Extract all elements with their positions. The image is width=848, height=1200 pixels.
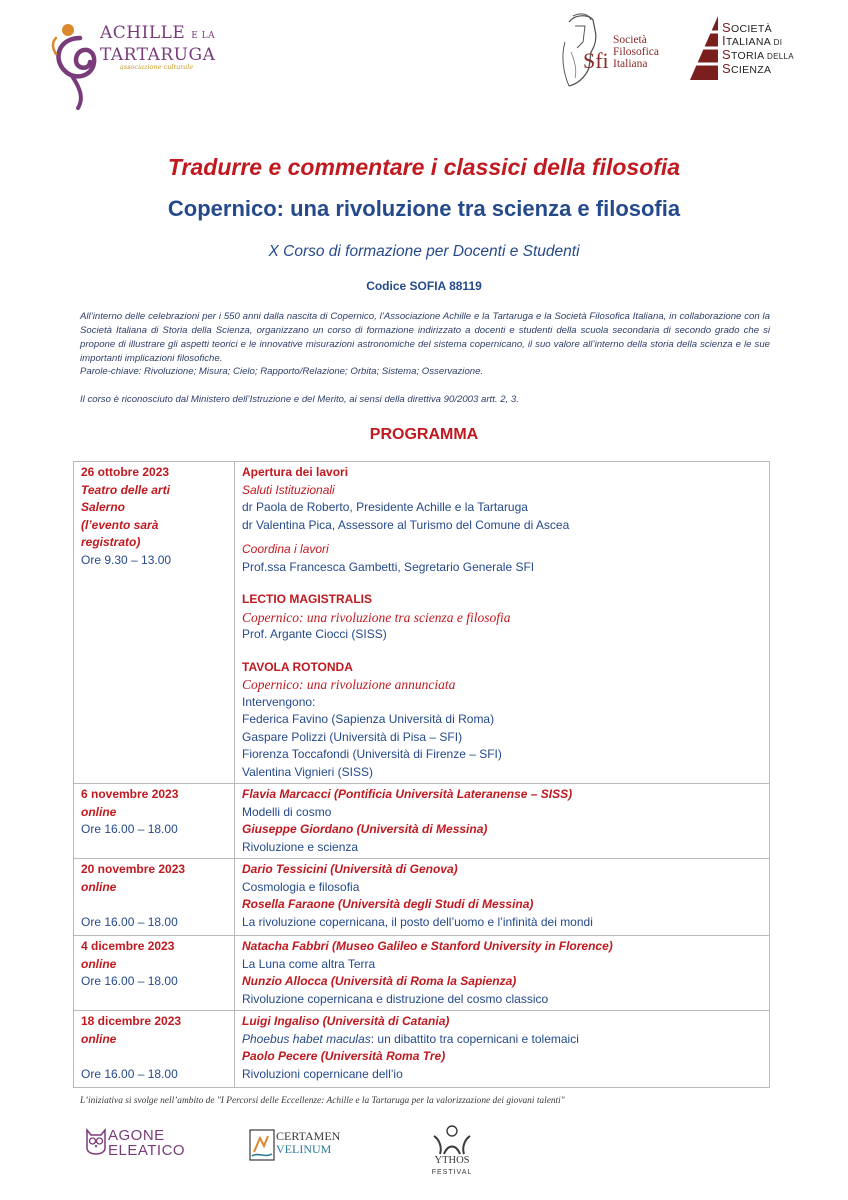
certamen-velinum-logo [248, 1128, 360, 1166]
speaker-line: dr Valentina Pica, Assessore al Turismo del Comune di Ascea [242, 517, 570, 532]
siss-logo-text: SOCIETÀ ITALIANA DI STORIA DELLA SCIENZA [722, 20, 794, 76]
session-time: Ore 16.00 – 18.00 [81, 914, 178, 929]
tavola-label: TAVOLA ROTONDA [242, 659, 353, 674]
intro-paragraph: All’interno delle celebrazioni per i 550 anni dalla nascita di Copernico, l’Associazione Achille e la Tartaruga e la Società Filosofica Italiana, in collaborazione con la Società Italiana di Storia della Scienza, organizzano un corso di formazione indirizzato a docenti e studenti della scuola secondaria di secondo grado che si propone di illustrare gli aspetti teorici e le innovative misurazioni astronomiche del sistema copernicano, il suo valore all’interno della storia della scienza e le sue importanti implicazioni filosofiche. [80, 311, 770, 364]
page-title: Tradurre e commentare i classici della filosofia [167, 154, 681, 180]
table-row [74, 858, 769, 935]
footer-note: L’iniziativa si svolge nell’ambito de "I Percorsi delle Eccellenze: Achille e la Tartaruga per la valorizzazione dei giovani talenti" [80, 1096, 565, 1106]
siss-logo [688, 14, 808, 90]
speaker-name: Giuseppe Giordano (Università di Messina) [242, 822, 488, 836]
talk-topic: Rivoluzione copernicana e distruzione del cosmo classico [242, 991, 549, 1006]
session-date: 26 ottobre 2023 [81, 465, 170, 479]
session-venue: Teatro delle arti [81, 482, 170, 497]
sfi-logo [555, 12, 685, 94]
talk-topic: Cosmologia e filosofia [242, 879, 360, 894]
tavola-title: Copernico: una rivoluzione annunciata [242, 677, 456, 692]
coordinator-line: Prof.ssa Francesca Gambetti, Segretario Generale SFI [242, 559, 535, 574]
session-time: Ore 16.00 – 18.00 [81, 974, 178, 988]
keywords-line: Parole-chiave: Rivoluzione; Misura; Cielo; Rapporto/Relazione; Orbita; Sistema; Osservazione. [80, 366, 484, 377]
talk-topic: Phoebus habet maculas: un dibattito tra copernicani e tolemaici [242, 1031, 579, 1046]
page-subtitle: Copernico: una rivoluzione tra scienza e filosofia [167, 196, 681, 221]
speaker-name: Flavia Marcacci (Pontificia Università Lateranense – SISS) [242, 787, 573, 801]
session-mode: online [81, 879, 117, 894]
lectio-speaker: Prof. Argante Ciocci (SISS) [242, 627, 387, 641]
recognition-line: Il corso è riconosciuto dal Ministero dell’Istruzione e del Merito, ai sensi della direttiva 90/2003 artt. 2, 3. [80, 394, 519, 405]
sfi-logo-text: Società Filosofica Italiana [613, 34, 659, 70]
talk-topic: Rivoluzione e scienza [242, 839, 359, 854]
panelist: Federica Favino (Sapienza Università di Roma) [242, 712, 495, 726]
svg-text:Sfi: Sfi [583, 48, 609, 73]
speaker-line: dr Paola de Roberto, Presidente Achille e la Tartaruga [242, 500, 528, 514]
session-date: 18 dicembre 2023 [81, 1014, 182, 1028]
ythos-logo-text: YTHOS FESTIVAL [431, 1155, 473, 1176]
session-content-cell [235, 784, 769, 858]
course-label: X Corso di formazione per Docenti e Studenti [268, 243, 580, 260]
talk-topic: Modelli di cosmo [242, 804, 332, 819]
session-note: registrato) [81, 535, 141, 549]
talk-topic: La Luna come altra Terra [242, 956, 376, 971]
sofia-code: Codice SOFIA 88119 [366, 279, 482, 293]
session-content-cell [235, 859, 769, 935]
session-date: 20 novembre 2023 [81, 862, 186, 876]
panelist: Valentina Vignieri (SISS) [242, 764, 373, 779]
table-row [74, 783, 769, 858]
session-note: (l’evento sarà [81, 517, 159, 532]
session-date-cell [74, 936, 235, 1010]
talk-topic: Rivoluzioni copernicane dell’io [242, 1066, 403, 1081]
session-date-cell [74, 859, 235, 935]
speaker-name: Paolo Pecere (Università Roma Tre) [242, 1049, 446, 1063]
ythos-emblem-icon [424, 1124, 480, 1156]
agone-eleatico-logo [84, 1124, 194, 1164]
siss-triangle-icon [688, 14, 722, 84]
intervengono-label: Intervengono: [242, 694, 316, 709]
speaker-name: Natacha Fabbri (Museo Galileo e Stanford University in Florence) [242, 939, 613, 953]
session-content-cell [235, 936, 769, 1010]
certamen-emblem-icon [248, 1128, 276, 1162]
lectio-label: LECTIO MAGISTRALIS [242, 592, 372, 606]
speaker-name: Dario Tessicini (Università di Genova) [242, 862, 458, 876]
session-date-cell [74, 784, 235, 858]
session-date: 6 novembre 2023 [81, 787, 179, 801]
owl-icon [84, 1126, 108, 1160]
session-time: Ore 9.30 – 13.00 [81, 552, 172, 567]
certamen-logo-text: CERTAMEN VELINUM [276, 1129, 341, 1156]
session-date-cell [74, 462, 235, 783]
speaker-name: Nunzio Allocca (Università di Roma la Sapienza) [242, 974, 517, 988]
session-date: 4 dicembre 2023 [81, 939, 175, 953]
panelist: Fiorenza Toccafondi (Università di Firenze – SFI) [242, 747, 502, 761]
session-date-cell [74, 1011, 235, 1087]
session-content-cell [235, 1011, 769, 1087]
session-content-cell [235, 462, 769, 783]
session-mode: online [81, 804, 117, 819]
programma-heading: PROGRAMMA [369, 426, 479, 443]
coordination-label: Coordina i lavori [242, 542, 329, 556]
session-time: Ore 16.00 – 18.00 [81, 822, 178, 836]
table-row [74, 1010, 769, 1087]
session-city: Salerno [81, 500, 126, 514]
achille-logo-tagline: associazione culturale [120, 63, 194, 71]
programme-table [73, 461, 770, 1088]
speaker-name: Luigi Ingaliso (Università di Catania) [242, 1014, 450, 1028]
session-time: Ore 16.00 – 18.00 [81, 1066, 178, 1081]
opening-label: Apertura dei lavori [242, 465, 349, 479]
agone-logo-text: AGONE ELEATICO [108, 1127, 186, 1159]
lectio-title: Copernico: una rivoluzione tra scienza e filosofia [242, 609, 511, 625]
speaker-name: Rosella Faraone (Università degli Studi di Messina) [242, 897, 534, 911]
talk-topic: La rivoluzione copernicana, il posto dell’uomo e l’infinità dei mondi [242, 914, 593, 929]
achille-tartaruga-logo [50, 18, 220, 110]
greetings-label: Saluti Istituzionali [242, 482, 335, 497]
ythos-festival-logo [424, 1124, 484, 1184]
session-mode: online [81, 956, 117, 971]
sfi-helmet-icon [555, 12, 613, 92]
table-row [74, 462, 769, 783]
session-mode: online [81, 1031, 117, 1046]
table-row [74, 935, 769, 1010]
achille-logo-name: ACHILLE E LA TARTARUGA [100, 23, 216, 65]
panelist: Gaspare Polizzi (Università di Pisa – SFI) [242, 729, 463, 744]
